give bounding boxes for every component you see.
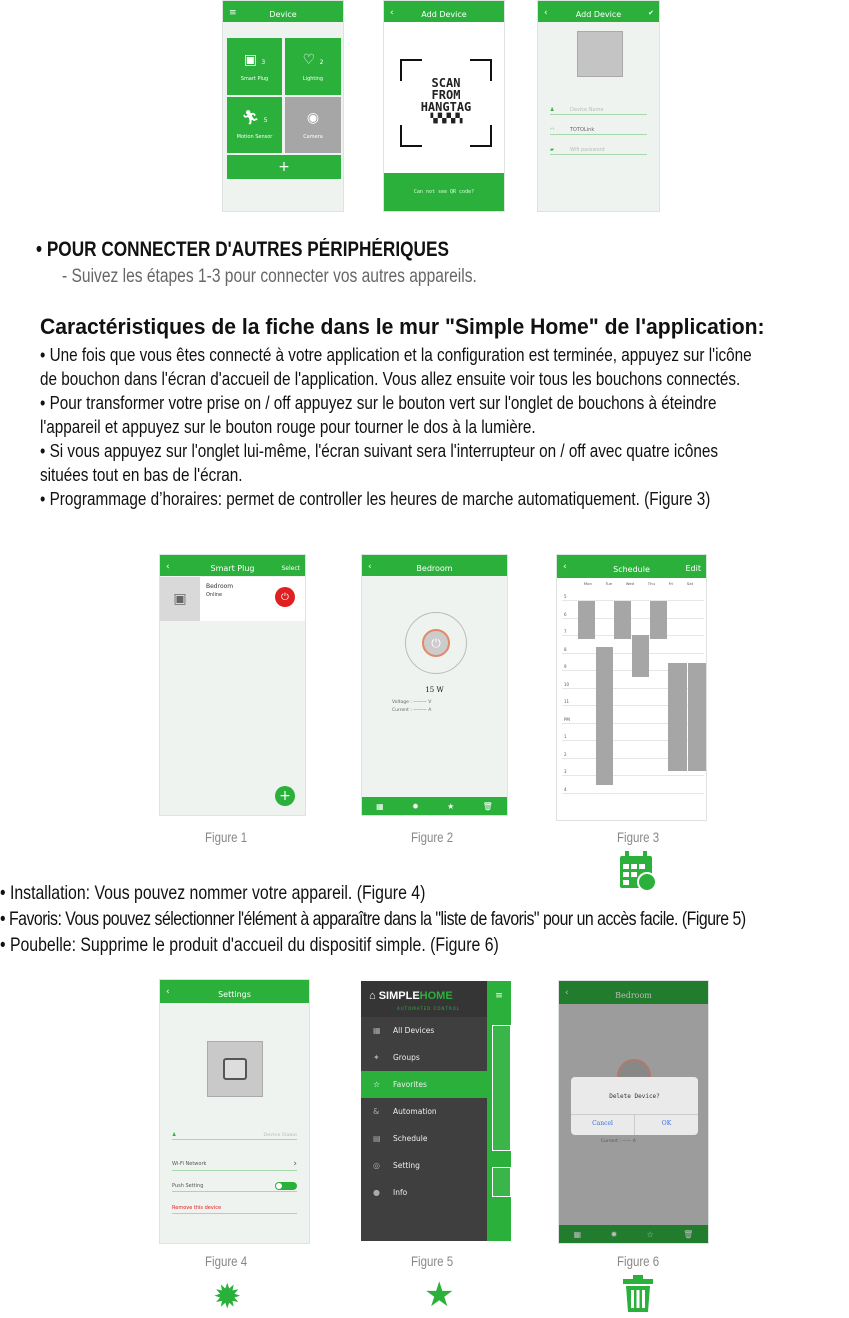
- power-button[interactable]: ⏻: [422, 629, 450, 657]
- gear-icon: ✹: [213, 1278, 242, 1316]
- figure-caption: Figure 2: [411, 829, 454, 845]
- bedroom-screen: ‹ Bedroom ⏻ 15 W Voltage : ——— V Current : ——— A ▦ ✹ ★ 🗑︎: [361, 554, 508, 816]
- hour-label: 9: [564, 664, 567, 669]
- schedule-block[interactable]: [578, 601, 595, 639]
- gear-icon[interactable]: ✹: [610, 1229, 618, 1239]
- menu-item-schedule[interactable]: ▤ Schedule: [373, 1134, 428, 1143]
- check-icon[interactable]: ✔: [648, 9, 654, 17]
- bullet: •: [36, 238, 47, 261]
- section-sub-connect: - Suivez les étapes 1-3 pour connecter vos autres appareils.: [62, 266, 477, 287]
- device-list-item[interactable]: ▣ Bedroom Online ⏻: [160, 577, 305, 621]
- qr-frame: SCAN FROM HANGTAG ▚▞▚▞▚▞▚: [400, 59, 492, 147]
- hour-label: 10: [564, 681, 570, 687]
- remove-device-button[interactable]: Remove this device: [172, 1202, 297, 1214]
- tile-camera[interactable]: ◉ Camera: [285, 97, 341, 153]
- tile-lighting[interactable]: ♡ 2 Lighting: [285, 38, 341, 95]
- day-label: Sat: [686, 581, 694, 586]
- hour-label: PM: [564, 716, 570, 722]
- push-toggle[interactable]: [275, 1182, 297, 1190]
- back-icon[interactable]: ‹: [166, 562, 170, 572]
- figure-caption: Figure 5: [411, 1253, 454, 1269]
- qr-help-footer[interactable]: Can not see QR code?: [384, 173, 504, 211]
- device-image[interactable]: [207, 1041, 263, 1097]
- bulb-icon: ♡ 2: [302, 51, 324, 68]
- side-menu-screen: [361, 981, 511, 1241]
- features-text: • Une fois que vous êtes connecté à votre application et la configuration est terminée, appuyez sur l'icône de bouchon dans l'écran d'accueil de l'application. Vous allez ensuite voir tous les bouchons connectés. • Pour transformer votre prise on / off appuyez sur le bouton vert sur l'onglet de bouchons à éteindre l'appareil et appuyez sur le bouton rouge pour tourner le dos à la lumière. • Si vous appuyez sur l'onglet lui-même, l'écran suivant sera l'interrupteur on / off avec quatre icônes situées tout en bas de l'écran. • Programmage d’horaires: permet de controller les heures de marche automatiquement. (Figure 3): [40, 344, 752, 509]
- bottom-toolbar: [559, 1225, 708, 1243]
- hour-row: [562, 793, 704, 794]
- day-label: Mon: [583, 581, 592, 586]
- figure-caption: Figure 3: [617, 829, 660, 845]
- plug-icon: [223, 1058, 247, 1080]
- bottom-toolbar: [362, 797, 507, 815]
- ok-button[interactable]: OK: [661, 1120, 672, 1127]
- power-reading: 15 W: [425, 686, 444, 694]
- trash-icon[interactable]: 🗑︎: [482, 801, 493, 811]
- schedule-block[interactable]: [668, 663, 687, 771]
- gear-icon: ◎: [373, 1161, 380, 1170]
- trash-icon[interactable]: 🗑︎: [683, 1229, 694, 1239]
- smart-plug-screen: ‹ Smart Plug Select ▣ Bedroom Online ⏻ +: [159, 554, 306, 816]
- star-icon[interactable]: ☆: [646, 1229, 654, 1239]
- back-icon[interactable]: ‹: [390, 8, 394, 18]
- add-device-button[interactable]: +: [227, 155, 341, 179]
- figure-caption: Figure 4: [205, 1253, 248, 1269]
- settings-screen: ‹ Settings ♟ Device Name Wi-Fi Network › Push Setting Remove this device: [159, 979, 310, 1244]
- hamburger-icon[interactable]: ≡: [495, 991, 503, 1001]
- delete-device-screen: ‹ Bedroom Delete Device? Cancel OK Current : —— A ▦ ✹ ☆ 🗑︎: [558, 980, 709, 1244]
- hour-label: 11: [564, 699, 570, 704]
- back-icon[interactable]: ‹: [565, 988, 569, 998]
- select-button[interactable]: Select: [281, 565, 300, 572]
- nav-bar: [223, 6, 343, 22]
- grid-icon: ▦: [373, 1026, 381, 1035]
- automation-icon: &: [373, 1107, 380, 1116]
- gear-icon[interactable]: ✹: [412, 801, 419, 811]
- power-dial[interactable]: [405, 612, 467, 674]
- schedule-block[interactable]: [632, 635, 649, 677]
- hour-row: [562, 775, 704, 776]
- cancel-button[interactable]: Cancel: [571, 1115, 635, 1135]
- schedule-grid: [557, 592, 707, 821]
- trash-icon: [622, 1275, 654, 1313]
- hour-label: 1: [564, 734, 567, 739]
- device-image-placeholder[interactable]: [577, 31, 623, 77]
- hour-label: 7: [564, 629, 567, 634]
- groups-icon: ✦: [373, 1053, 380, 1062]
- day-label: Wed: [625, 581, 635, 586]
- hour-label: 6: [564, 611, 567, 617]
- device-name-field[interactable]: ♟ Device Name: [172, 1130, 297, 1140]
- wifi-password-field[interactable]: ▰ Wifi password: [550, 145, 647, 155]
- day-label: Tue: [605, 581, 613, 586]
- hour-label: 4: [564, 786, 567, 792]
- star-icon: ★: [424, 1276, 455, 1314]
- figure-caption: Figure 1: [205, 829, 248, 845]
- back-icon[interactable]: ‹: [563, 562, 567, 572]
- hour-label: 5: [564, 594, 567, 599]
- actions-text: • Installation: Vous pouvez nommer votre appareil. (Figure 4) • Favoris: Vous pouvez sélectionner l'élément à apparaître dans la "liste de favoris" pour un accès facile. (Figure 5) • Poubelle: Supprime le produit d'accueil du dispositif simple. (Figure 6): [0, 882, 746, 956]
- menu-item-favorites[interactable]: ☆ Favorites: [361, 1071, 487, 1098]
- info-icon: ●: [373, 1188, 380, 1197]
- section-heading-connect: • POUR CONNECTER D'AUTRES PÉRIPHÉRIQUES: [36, 238, 449, 261]
- star-icon[interactable]: ★: [447, 801, 455, 811]
- schedule-block[interactable]: [650, 601, 667, 639]
- star-icon: ☆: [373, 1080, 381, 1089]
- hour-label: 8: [564, 646, 567, 652]
- device-screen: [222, 0, 344, 212]
- calendar-icon[interactable]: ▦: [376, 801, 384, 811]
- add-button[interactable]: +: [275, 786, 295, 806]
- menu-item-info[interactable]: ● Info: [373, 1188, 408, 1197]
- schedule-block[interactable]: [614, 601, 631, 639]
- device-name-field[interactable]: ♟ Device Name: [550, 105, 647, 115]
- tile-motion-sensor[interactable]: 🏃︎ 5 Motion Sensor: [227, 97, 282, 153]
- tile-smart-plug[interactable]: ▣ 3 Smart Plug: [227, 38, 282, 95]
- section-heading-features: Caractéristiques de la fiche dans le mur "Simple Home" de l'application:: [40, 314, 765, 339]
- calendar-icon[interactable]: ▦: [573, 1229, 582, 1239]
- schedule-block[interactable]: [688, 663, 707, 771]
- chevron-right-icon: ›: [293, 1158, 297, 1169]
- power-toggle-button[interactable]: ⏻: [275, 587, 295, 607]
- calendar-icon: ▤: [373, 1134, 381, 1143]
- figure-caption: Figure 6: [617, 1253, 660, 1269]
- hour-label: 2: [564, 751, 567, 757]
- brand-header: ⌂ SIMPLEHOME AUTOMATED CONTROL: [361, 981, 487, 1017]
- schedule-screen: ‹ Schedule Edit Mon Tue Wed Thu Fri Sat 5 6 7 8 9 10 11 PM 1 2 3 4: [556, 554, 707, 821]
- schedule-block[interactable]: [596, 647, 613, 785]
- push-setting-row[interactable]: Push Setting: [172, 1180, 297, 1192]
- menu-item-groups[interactable]: ✦ Groups: [373, 1053, 420, 1062]
- back-icon[interactable]: ‹: [166, 987, 170, 997]
- house-logo-icon: ⌂: [369, 990, 376, 1002]
- screen-title: Device: [269, 9, 297, 19]
- schedule-day-header: [577, 581, 700, 589]
- plug-icon: ▣: [160, 577, 200, 621]
- menu-icon[interactable]: ≡: [229, 8, 237, 18]
- menu-item-all-devices[interactable]: ▦ All Devices: [373, 1026, 435, 1035]
- day-label: Fri: [668, 581, 674, 586]
- edit-button[interactable]: Edit: [685, 564, 701, 573]
- menu-item-setting[interactable]: ◎ Setting: [373, 1161, 420, 1170]
- delete-dialog: Delete Device? Cancel OK: [571, 1077, 698, 1135]
- back-icon[interactable]: ‹: [368, 562, 372, 572]
- back-icon[interactable]: ‹: [544, 8, 548, 18]
- hour-label: 3: [564, 769, 567, 774]
- motion-icon: 🏃︎ 5: [241, 110, 268, 126]
- camera-icon: ◉: [306, 110, 320, 126]
- peek-panel: [487, 981, 511, 1241]
- wifi-network-row[interactable]: Wi-Fi Network ›: [172, 1157, 297, 1171]
- day-label: Thu: [647, 581, 655, 586]
- side-menu: [361, 1017, 487, 1206]
- wifi-ssid-field[interactable]: ◠ TOTOLink: [550, 125, 647, 135]
- add-device-form-screen: ‹ Add Device ✔ ♟ Device Name ◠ TOTOLink ▰ Wifi password: [537, 0, 660, 212]
- menu-item-automation[interactable]: & Automation: [373, 1107, 437, 1116]
- plug-icon: ▣ 3: [243, 51, 266, 68]
- add-device-qr-screen: ‹ Add Device SCAN FROM HANGTAG ▚▞▚▞▚▞▚ Can not see QR code?: [383, 0, 505, 212]
